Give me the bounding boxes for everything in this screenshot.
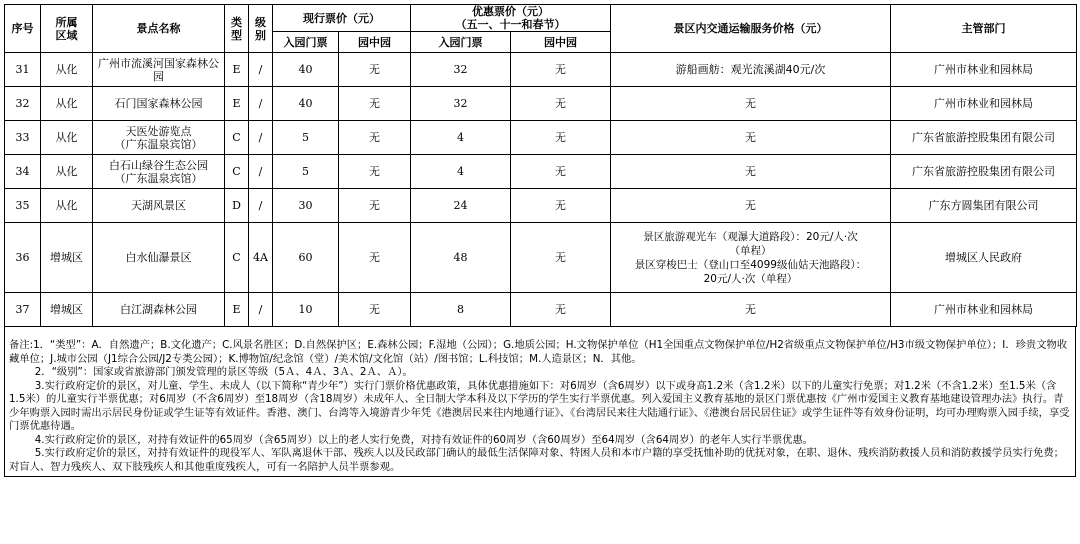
cell-name: 白江湖森林公园 bbox=[93, 293, 225, 327]
cell-cur-pip: 无 bbox=[339, 155, 411, 189]
header-authority: 主管部门 bbox=[891, 5, 1077, 53]
cell-transport: 游船画舫：观光流溪湖40元/次 bbox=[611, 53, 891, 87]
notes-section bbox=[4, 335, 1076, 477]
cell-cur-pip: 无 bbox=[339, 189, 411, 223]
cell-transport: 无 bbox=[611, 87, 891, 121]
cell-level: 4A bbox=[249, 223, 273, 293]
cell-district: 从化 bbox=[41, 155, 93, 189]
note-3: 3.实行政府定价的景区，对儿童、学生、未成人（以下简称“青少年”）实行门票价格优惠政策，具体优惠措施如下：对6周岁（含6周岁）以下或身高1.2米（含1.2米）以下的儿童实行免票；对1.2米（不含1.2米）至1.5米（含1.5米）的儿童实行半票优惠；对6周岁（不含6周岁）至18周岁（含18周岁）未成年人、全日制大学本科及以下学历的学生实行半票优惠。列入爱国主义教育基地的景区门票优惠按《广州市爱国主义教育基地建设管理办法》执行。青少年购票入园时需出示居民身份证或学生证等有效证件。香港、澳门、台湾等入境游青少年凭《港澳居民来往内地通行证》、《台湾居民来往大陆通行证》、《港澳台居民居住证》或学生证件等有效身份证明，均可办理购票入园手续，享受门票优惠待遇。 bbox=[9, 379, 1070, 432]
cell-type: C bbox=[225, 223, 249, 293]
cell-cur-pip: 无 bbox=[339, 121, 411, 155]
cell-dis-pip: 无 bbox=[511, 293, 611, 327]
cell-transport: 无 bbox=[611, 121, 891, 155]
cell-type: C bbox=[225, 155, 249, 189]
cell-dis-entry: 4 bbox=[411, 121, 511, 155]
cell-name: 石门国家森林公园 bbox=[93, 87, 225, 121]
cell-district: 从化 bbox=[41, 121, 93, 155]
cell-name: 天医处游览点 （广东温泉宾馆） bbox=[93, 121, 225, 155]
cell-dis-entry: 4 bbox=[411, 155, 511, 189]
cell-cur-pip: 无 bbox=[339, 293, 411, 327]
cell-authority: 增城区人民政府 bbox=[891, 223, 1077, 293]
header-cur-entry: 入园门票 bbox=[273, 32, 339, 53]
cell-dis-entry: 32 bbox=[411, 87, 511, 121]
cell-name: 白石山绿谷生态公园 （广东温泉宾馆） bbox=[93, 155, 225, 189]
cell-level: / bbox=[249, 87, 273, 121]
cell-authority: 广州市林业和园林局 bbox=[891, 293, 1077, 327]
header-discount-sub: （五一、十一和春节） bbox=[455, 18, 566, 31]
cell-level: / bbox=[249, 155, 273, 189]
header-discount-title: 优惠票价（元） bbox=[472, 5, 549, 18]
scenic-price-table bbox=[4, 4, 1077, 327]
cell-level: / bbox=[249, 293, 273, 327]
header-name: 景点名称 bbox=[93, 5, 225, 53]
header-cur-pip: 园中园 bbox=[339, 32, 411, 53]
cell-district: 从化 bbox=[41, 53, 93, 87]
table-row bbox=[5, 189, 1077, 223]
cell-district: 从化 bbox=[41, 189, 93, 223]
cell-level: / bbox=[249, 121, 273, 155]
cell-authority: 广东方圆集团有限公司 bbox=[891, 189, 1077, 223]
cell-dis-entry: 32 bbox=[411, 53, 511, 87]
cell-cur-entry: 40 bbox=[273, 87, 339, 121]
cell-district: 增城区 bbox=[41, 223, 93, 293]
cell-seq: 37 bbox=[5, 293, 41, 327]
cell-transport: 无 bbox=[611, 293, 891, 327]
table-row bbox=[5, 53, 1077, 87]
header-district: 所属 区域 bbox=[41, 5, 93, 53]
note-1: 备注:1．“类型”：A．自然遗产；B.文化遗产；C.风景名胜区；D.自然保护区；E.森林公园；F.湿地（公园）；G.地质公园；H.文物保护单位（H1全国重点文物保护单位/H2省级重点文物保护单位/H3市级文物保护单位）；I．珍贵文物收藏单位；J.城市公园（J1综合公园/J2专类公园）；K.博物馆/纪念馆（堂）/美术馆/文化馆（站）/图书馆；L.科技馆；M.人造景区；N．其他。 bbox=[9, 339, 1068, 365]
cell-authority: 广州市林业和园林局 bbox=[891, 87, 1077, 121]
cell-dis-pip: 无 bbox=[511, 223, 611, 293]
header-seq: 序号 bbox=[5, 5, 41, 53]
price-document bbox=[4, 4, 1076, 477]
cell-level: / bbox=[249, 189, 273, 223]
cell-seq: 31 bbox=[5, 53, 41, 87]
cell-transport: 无 bbox=[611, 155, 891, 189]
table-row bbox=[5, 223, 1077, 293]
cell-cur-entry: 5 bbox=[273, 155, 339, 189]
note-5: 5.实行政府定价的景区，对持有效证件的现役军人、军队离退休干部、残疾人以及民政部门确认的最低生活保障对象、特困人员和本市户籍的享受抚恤补助的优抚对象，在职、退休、残疾消防救援人员和消防救援学员实行免费；对盲人、智力残疾人、双下肢残疾人和其他重度残疾人，可有一名陪护人员半票参观。 bbox=[9, 447, 1064, 473]
cell-authority: 广东省旅游控股集团有限公司 bbox=[891, 155, 1077, 189]
header-dis-pip: 园中园 bbox=[511, 32, 611, 53]
cell-cur-pip: 无 bbox=[339, 223, 411, 293]
cell-type: C bbox=[225, 121, 249, 155]
cell-dis-pip: 无 bbox=[511, 87, 611, 121]
cell-cur-entry: 30 bbox=[273, 189, 339, 223]
cell-district: 从化 bbox=[41, 87, 93, 121]
cell-cur-pip: 无 bbox=[339, 87, 411, 121]
cell-type: E bbox=[225, 87, 249, 121]
cell-level: / bbox=[249, 53, 273, 87]
cell-transport: 景区旅游观光车（观瀑大道路段）：20元/人·次 （单程） 景区穿梭巴士（登山口至4099级仙姑天池路段）： 20元/人·次（单程） bbox=[611, 223, 891, 293]
cell-name: 广州市流溪河国家森林公园 bbox=[93, 53, 225, 87]
note-4: 4.实行政府定价的景区，对持有效证件的65周岁（含65周岁）以上的老人实行免费，对持有效证件的60周岁（含60周岁）至64周岁（含64周岁）的老年人实行半票优惠。 bbox=[34, 433, 814, 446]
cell-seq: 33 bbox=[5, 121, 41, 155]
cell-dis-entry: 48 bbox=[411, 223, 511, 293]
cell-cur-pip: 无 bbox=[339, 53, 411, 87]
spacer-row bbox=[4, 327, 1076, 335]
cell-dis-pip: 无 bbox=[511, 155, 611, 189]
cell-district: 增城区 bbox=[41, 293, 93, 327]
cell-dis-pip: 无 bbox=[511, 189, 611, 223]
table-row bbox=[5, 155, 1077, 189]
table-row bbox=[5, 121, 1077, 155]
cell-authority: 广东省旅游控股集团有限公司 bbox=[891, 121, 1077, 155]
cell-seq: 34 bbox=[5, 155, 41, 189]
cell-dis-pip: 无 bbox=[511, 53, 611, 87]
cell-type: E bbox=[225, 293, 249, 327]
header-discount-price bbox=[411, 5, 611, 32]
table-row bbox=[5, 87, 1077, 121]
header-transport: 景区内交通运输服务价格（元） bbox=[611, 5, 891, 53]
header-type: 类型 bbox=[225, 5, 249, 53]
cell-cur-entry: 40 bbox=[273, 53, 339, 87]
cell-seq: 35 bbox=[5, 189, 41, 223]
cell-dis-entry: 24 bbox=[411, 189, 511, 223]
cell-cur-entry: 10 bbox=[273, 293, 339, 327]
cell-cur-entry: 5 bbox=[273, 121, 339, 155]
header-current-price: 现行票价（元） bbox=[273, 5, 411, 32]
cell-seq: 36 bbox=[5, 223, 41, 293]
cell-cur-entry: 60 bbox=[273, 223, 339, 293]
cell-seq: 32 bbox=[5, 87, 41, 121]
cell-authority: 广州市林业和园林局 bbox=[891, 53, 1077, 87]
cell-dis-pip: 无 bbox=[511, 121, 611, 155]
header-dis-entry: 入园门票 bbox=[411, 32, 511, 53]
cell-type: E bbox=[225, 53, 249, 87]
cell-name: 白水仙瀑景区 bbox=[93, 223, 225, 293]
cell-dis-entry: 8 bbox=[411, 293, 511, 327]
cell-name: 天湖风景区 bbox=[93, 189, 225, 223]
note-2: 2．“级别”：国家或省旅游部门颁发管理的景区等级（5Ａ、4Ａ、3Ａ、2Ａ、Ａ）。 bbox=[34, 366, 413, 378]
table-row bbox=[5, 293, 1077, 327]
cell-transport: 无 bbox=[611, 189, 891, 223]
header-level: 级别 bbox=[249, 5, 273, 53]
cell-type: D bbox=[225, 189, 249, 223]
